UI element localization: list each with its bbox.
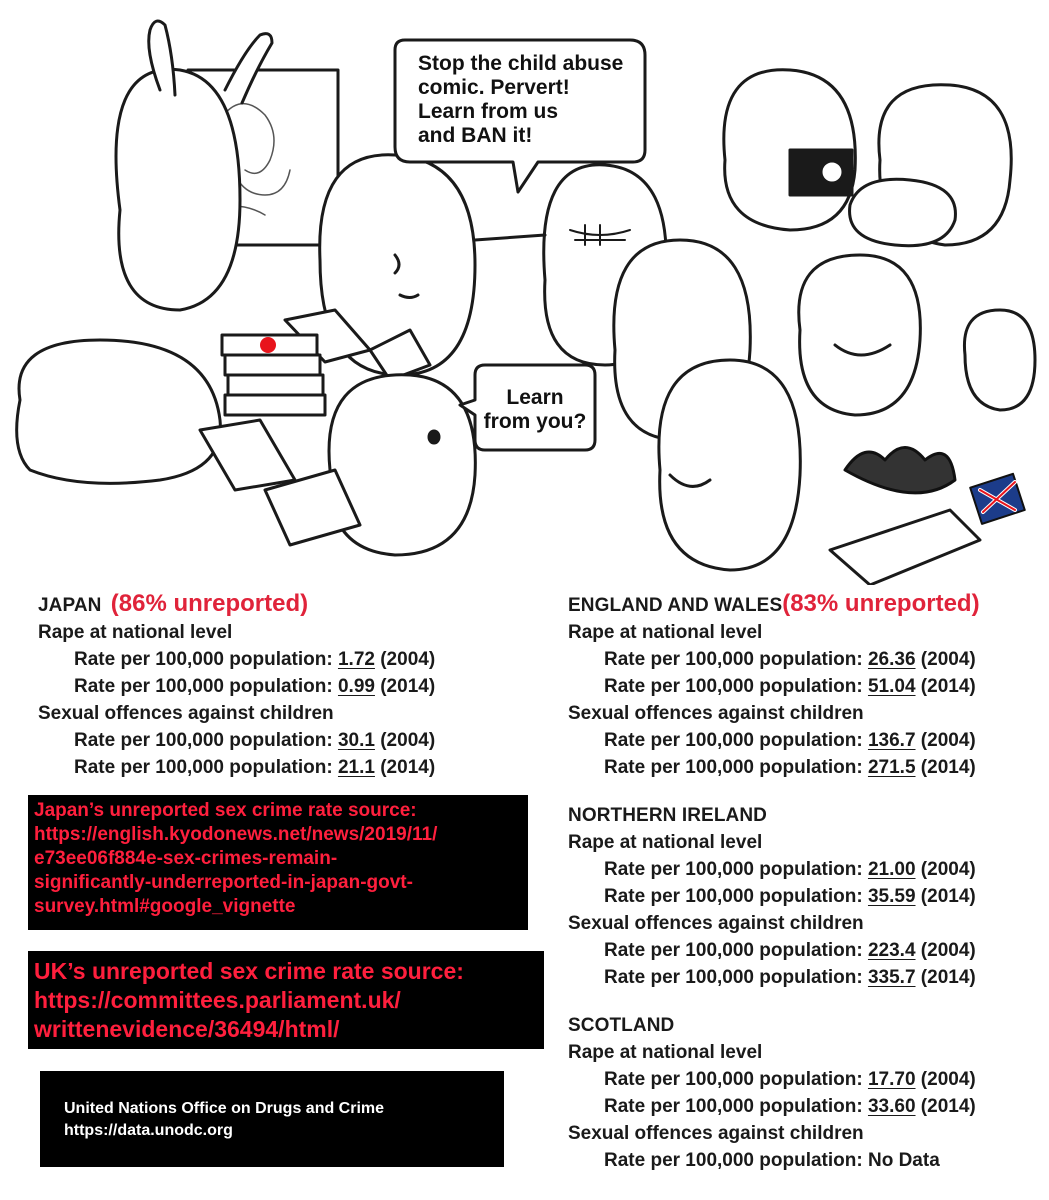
country-name: NORTHERN IRELAND xyxy=(568,805,767,826)
unodc-url[interactable]: https://data.unodc.org xyxy=(64,1122,233,1139)
stat-row xyxy=(38,673,435,700)
section-heading: Rape at national level xyxy=(568,832,763,853)
source-url-line[interactable]: https://committees.parliament.uk/ xyxy=(34,987,401,1013)
country-name: ENGLAND AND WALES xyxy=(568,595,783,616)
stat-row xyxy=(38,727,435,754)
unreported-rate: (86% unreported) xyxy=(110,590,309,617)
source-heading: Japan’s unreported sex crime rate source: xyxy=(34,800,417,821)
character-bigface xyxy=(659,360,800,570)
stat-row xyxy=(568,856,976,883)
stat-row xyxy=(568,1093,976,1120)
character-camera xyxy=(724,70,856,230)
stat-label: Rate per 100,000 population: xyxy=(74,730,333,751)
stat-year: (2004) xyxy=(920,940,976,961)
stat-label: Rate per 100,000 population: xyxy=(604,757,863,778)
section-heading: Sexual offences against children xyxy=(568,1123,864,1144)
stat-value: 21.00 xyxy=(867,859,916,880)
stat-year: (2014) xyxy=(920,676,976,697)
japan-stats xyxy=(38,590,435,781)
stat-label: Rate per 100,000 population: xyxy=(604,1150,863,1171)
stat-year: (2004) xyxy=(920,649,976,670)
stat-year: (2014) xyxy=(920,886,976,907)
unodc-name: United Nations Office on Drugs and Crime xyxy=(64,1100,385,1117)
section-heading: Sexual offences against children xyxy=(38,703,334,724)
books-japan-stack xyxy=(222,335,325,415)
stat-year: (2014) xyxy=(380,757,436,778)
stat-year: (2014) xyxy=(920,1096,976,1117)
stat-label: Rate per 100,000 population: xyxy=(604,1096,863,1117)
character-smiling xyxy=(799,255,1035,415)
speech-bubble-top-text xyxy=(418,52,623,148)
unreported-rate: (83% unreported) xyxy=(782,590,980,617)
stat-label: Rate per 100,000 population: xyxy=(74,676,333,697)
stat-label: Rate per 100,000 population: xyxy=(604,886,863,907)
northern-ireland-stats xyxy=(568,802,976,991)
stat-row xyxy=(568,964,976,991)
stat-year: (2004) xyxy=(920,730,976,751)
stat-value: 136.7 xyxy=(867,730,916,751)
stat-value: 26.36 xyxy=(867,649,916,670)
stat-value: 21.1 xyxy=(337,757,375,778)
scotland-stats xyxy=(568,1012,976,1174)
japan-source-box xyxy=(28,795,528,930)
stat-label: Rate per 100,000 population: xyxy=(604,859,863,880)
burning-pile xyxy=(830,448,1025,586)
bubble-line: and BAN it! xyxy=(418,124,533,147)
stat-year: (2004) xyxy=(380,649,436,670)
stat-value: 0.99 xyxy=(337,676,375,697)
stat-label: Rate per 100,000 population: xyxy=(604,967,863,988)
section-heading: Sexual offences against children xyxy=(568,913,864,934)
stat-value: 223.4 xyxy=(867,940,916,961)
stat-row xyxy=(568,1066,976,1093)
stat-year: (2004) xyxy=(920,1069,976,1090)
uk-source-box xyxy=(28,951,544,1049)
stat-label: Rate per 100,000 population: xyxy=(604,676,863,697)
stat-row xyxy=(568,727,980,754)
source-heading: UK’s unreported sex crime rate source: xyxy=(34,958,464,984)
bubble-line: comic. Pervert! xyxy=(418,76,570,99)
stat-year: (2014) xyxy=(920,757,976,778)
country-name: SCOTLAND xyxy=(568,1015,675,1036)
stat-year: (2014) xyxy=(920,967,976,988)
stat-row xyxy=(568,1147,976,1174)
stat-row xyxy=(568,646,980,673)
stat-row xyxy=(568,673,980,700)
source-url-line[interactable]: writtenevidence/36494/html/ xyxy=(34,1016,340,1042)
stat-value: 33.60 xyxy=(867,1096,916,1117)
character-crouching xyxy=(850,85,1012,246)
stat-value: 335.7 xyxy=(867,967,916,988)
stat-value: 1.72 xyxy=(337,649,375,670)
country-name: JAPAN xyxy=(38,595,102,616)
stat-label: Rate per 100,000 population: xyxy=(604,649,863,670)
stat-value: 51.04 xyxy=(867,676,916,697)
stat-label: Rate per 100,000 population: xyxy=(604,940,863,961)
speech-bubble-bottom-text xyxy=(480,386,590,434)
section-heading: Rape at national level xyxy=(38,622,233,643)
bubble-line: Learn xyxy=(506,386,564,409)
stat-label: Rate per 100,000 population: xyxy=(604,730,863,751)
stat-value: No Data xyxy=(867,1150,940,1171)
section-heading: Rape at national level xyxy=(568,1042,763,1063)
stat-row xyxy=(568,883,976,910)
section-heading: Sexual offences against children xyxy=(568,703,864,724)
bubble-line: Stop the child abuse xyxy=(418,52,624,75)
stat-year: (2004) xyxy=(920,859,976,880)
source-url-line[interactable]: survey.html#google_vignette xyxy=(34,896,296,917)
stat-value: 35.59 xyxy=(867,886,916,907)
england-wales-stats xyxy=(568,590,980,781)
source-url-line[interactable]: e73ee06f884e-sex-crimes-remain- xyxy=(34,848,338,869)
stat-row xyxy=(568,937,976,964)
stat-year: (2014) xyxy=(380,676,436,697)
bubble-line: Learn from us xyxy=(418,100,559,123)
stat-value: 17.70 xyxy=(867,1069,916,1090)
stat-row xyxy=(38,646,435,673)
stat-label: Rate per 100,000 population: xyxy=(74,757,333,778)
stat-value: 271.5 xyxy=(867,757,916,778)
section-heading: Rape at national level xyxy=(568,622,763,643)
stat-label: Rate per 100,000 population: xyxy=(604,1069,863,1090)
stat-year: (2004) xyxy=(380,730,436,751)
stat-row xyxy=(38,754,435,781)
unodc-credit-box xyxy=(40,1071,504,1167)
bubble-line: from you? xyxy=(483,410,587,433)
source-url-line[interactable]: https://english.kyodonews.net/news/2019/11/ xyxy=(34,824,438,845)
stat-label: Rate per 100,000 population: xyxy=(74,649,333,670)
stat-row xyxy=(568,754,980,781)
source-url-line[interactable]: significantly-underreported-in-japan-govt- xyxy=(34,872,413,893)
stat-value: 30.1 xyxy=(337,730,375,751)
